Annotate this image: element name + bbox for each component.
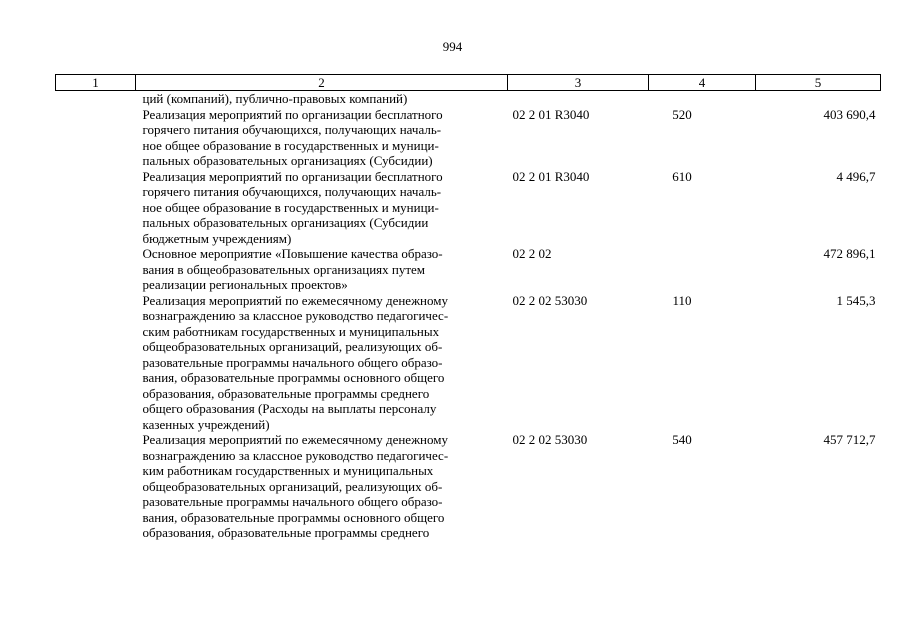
table-row (56, 107, 881, 169)
expense-type-cell: 520 (672, 106, 692, 122)
amount-cell: 403 690,4 (823, 106, 876, 122)
description-cell (136, 107, 508, 169)
amount-cell: 457 712,7 (823, 432, 876, 447)
expense-type-cell: 110 (672, 292, 692, 308)
description-line: вознаграждению за классное руководство педагогичес- (142, 447, 449, 463)
description-cell (136, 91, 508, 107)
table-row (56, 293, 881, 433)
header-row (56, 75, 881, 91)
table-row (56, 432, 881, 541)
code-cell (508, 91, 649, 107)
description-cell (136, 169, 508, 247)
expense-type-cell: 540 (672, 432, 692, 447)
description-line: казенных учреждений) (142, 416, 270, 432)
header-col-4: 4 (649, 75, 756, 91)
description-cell (136, 293, 508, 433)
expense-type-cell (649, 246, 756, 293)
description-line: вания, образовательные программы основного общего (142, 509, 445, 525)
description-line: Основное мероприятие «Повышение качества образо- (142, 246, 443, 261)
description-line: Реализация мероприятий по ежемесячному денежному (142, 292, 448, 308)
table-row (56, 91, 881, 107)
description-line: общего образования (Расходы на выплаты персоналу (142, 401, 437, 416)
description-line: вания, образовательные программы основного общего (142, 370, 445, 385)
description-cell (136, 246, 508, 293)
table-row (56, 169, 881, 247)
description-line: ским работникам государственных и муниципальных (142, 323, 440, 339)
description-line: разовательные программы начального общего образо- (142, 494, 443, 509)
row-number-cell (56, 293, 136, 433)
description-line: горячего питания обучающихся, получающих началь- (142, 122, 442, 137)
header-col-5: 5 (756, 75, 881, 91)
description-line: Реализация мероприятий по организации бесплатного (142, 168, 443, 184)
row-number-cell (56, 91, 136, 107)
description-line: разовательные программы начального общего образо- (142, 354, 443, 370)
table-row (56, 246, 881, 293)
code-cell: 02 2 02 53030 (512, 292, 588, 308)
code-cell: 02 2 02 53030 (512, 432, 588, 447)
row-number-cell (56, 107, 136, 169)
description-line: пальных образовательных организациях (Субсидии (142, 215, 429, 230)
description-line: общеобразовательных организаций, реализующих об- (142, 478, 443, 494)
amount-cell: 1 545,3 (836, 292, 876, 308)
expense-type-cell (649, 91, 756, 107)
description-line: образования, образовательные программы среднего (142, 385, 430, 401)
description-line: ное общее образование в государственных и муници- (142, 137, 439, 153)
code-cell: 02 2 01 R3040 (512, 168, 590, 184)
amount-cell: 4 496,7 (836, 168, 876, 184)
table-header (56, 75, 881, 91)
header-col-3: 3 (508, 75, 649, 91)
description-cell (136, 432, 508, 541)
row-number-cell (56, 432, 136, 541)
description-line: образования, образовательные программы среднего (142, 525, 430, 540)
description-line: ное общее образование в государственных и муници- (142, 199, 439, 215)
expense-type-cell: 610 (672, 168, 692, 184)
header-col-1: 1 (56, 75, 136, 91)
row-number-cell (56, 246, 136, 293)
description-line: ким работникам государственных и муниципальных (142, 463, 434, 478)
description-line: вания в общеобразовательных организациях путем (142, 261, 426, 277)
code-cell: 02 2 02 (512, 246, 552, 261)
table-body (56, 91, 881, 541)
code-cell: 02 2 01 R3040 (512, 106, 590, 122)
description-line: вознаграждению за классное руководство педагогичес- (142, 308, 449, 323)
amount-cell: 472 896,1 (823, 246, 876, 261)
budget-table (55, 74, 881, 541)
description-line: Реализация мероприятий по ежемесячному денежному (142, 432, 448, 447)
description-line: бюджетным учреждениям) (142, 230, 292, 246)
row-number-cell (56, 169, 136, 247)
description-line: Реализация мероприятий по организации бесплатного (142, 106, 443, 122)
description-line: общеобразовательных организаций, реализующих об- (142, 339, 443, 354)
amount-cell (756, 91, 881, 107)
description-line: ций (компаний), публично-правовых компаний) (142, 91, 408, 106)
page-number: 994 (442, 39, 463, 54)
description-line: горячего питания обучающихся, получающих началь- (142, 184, 442, 199)
description-line: реализации региональных проектов» (142, 277, 348, 292)
header-col-2: 2 (136, 75, 508, 91)
description-line: пальных образовательных организациях (Субсидии) (142, 153, 433, 168)
